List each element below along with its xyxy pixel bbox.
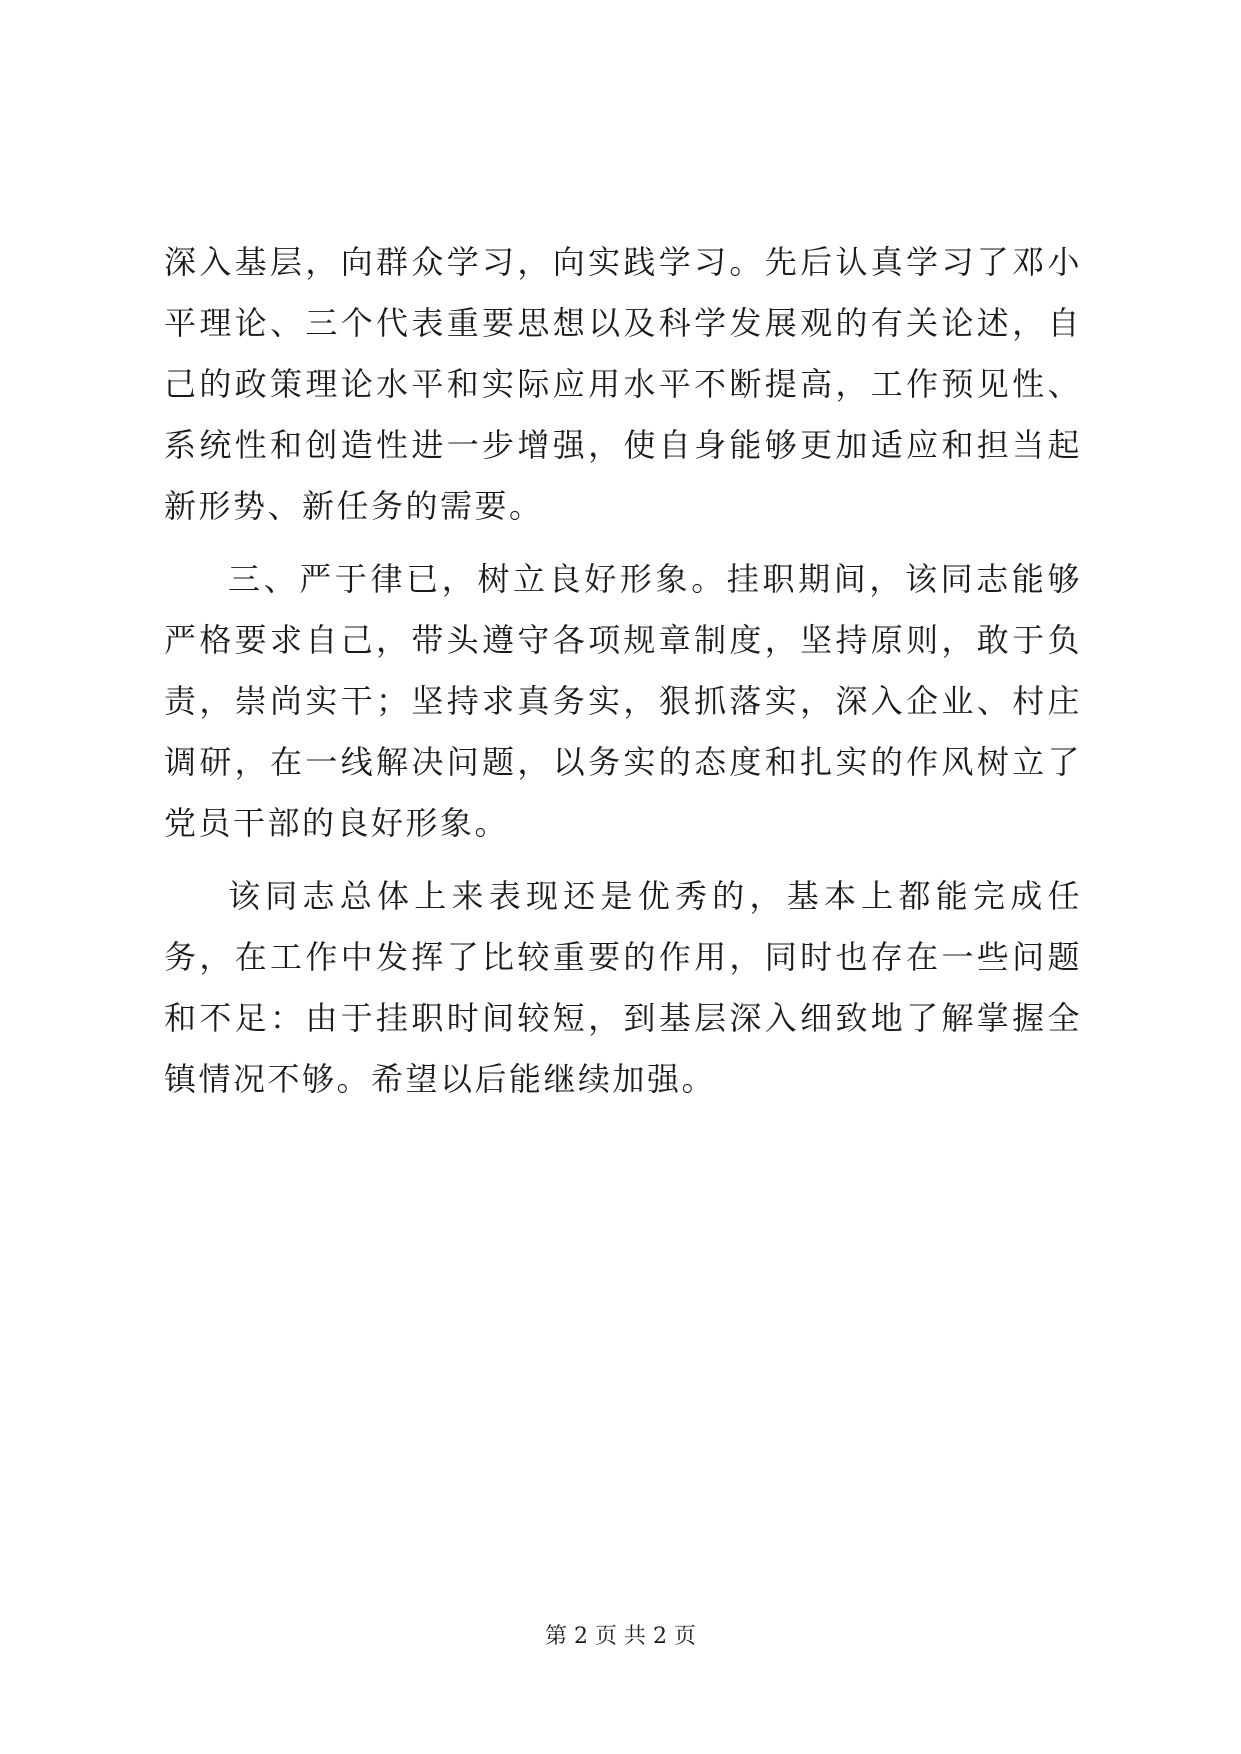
page-number: 第 2 页 共 2 页 [545, 1624, 696, 1649]
paragraph-continuation: 深入基层，向群众学习，向实践学习。先后认真学习了邓小平理论、三个代表重要思想以及科学发展观的有关论述，自己的政策理论水平和实际应用水平不断提高，工作预见性、系统性和创造性进一步增强，使自身能够更加适应和担当起新形势、新任务的需要。 [164, 243, 1082, 525]
document-body [164, 232, 1082, 1110]
paragraph-summary: 该同志总体上来表现还是优秀的，基本上都能完成任务，在工作中发挥了比较重要的作用，同时也存在一些问题和不足：由于挂职时间较短，到基层深入细致地了解掌握全镇情况不够。希望以后能继续加强。 [164, 877, 1082, 1098]
paragraph-section-three: 三、严于律已，树立良好形象。挂职期间，该同志能够严格要求自己，带头遵守各项规章制度，坚持原则，敢于负责，崇尚实干；坚持求真务实，狠抓落实，深入企业、村庄调研，在一线解决问题，以务实的态度和扎实的作风树立了党员干部的良好形象。 [164, 560, 1082, 842]
page-footer [0, 1622, 1241, 1652]
